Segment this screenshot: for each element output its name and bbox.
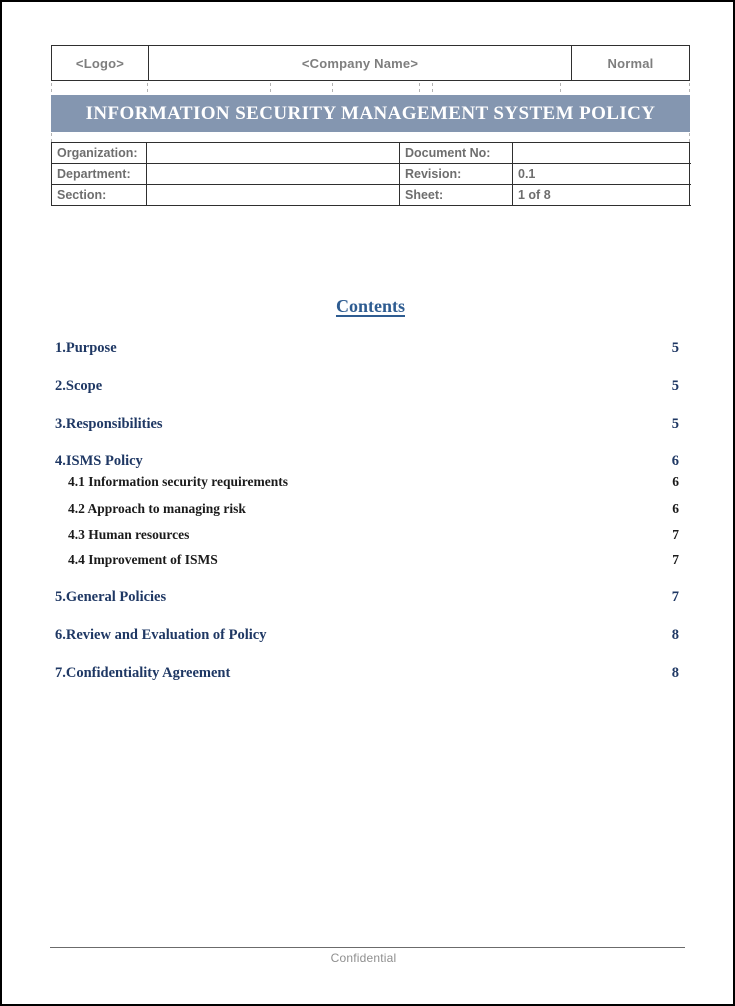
toc-entry-page: 5 bbox=[671, 378, 679, 394]
toc-entry-scope[interactable] bbox=[55, 378, 679, 397]
toc-entry-page: 6 bbox=[672, 474, 679, 489]
gridline-tick bbox=[689, 83, 690, 92]
meta-value-document-no bbox=[513, 143, 691, 164]
footer-confidential-label: Confidential bbox=[330, 951, 397, 965]
gridline-tick bbox=[51, 133, 52, 142]
toc-entry-page: 5 bbox=[671, 416, 679, 432]
gridline-tick bbox=[270, 83, 271, 92]
document-meta-table bbox=[51, 142, 690, 206]
gridline-tick bbox=[147, 83, 148, 92]
toc-entry-label: 4.4 Improvement of ISMS bbox=[68, 552, 218, 567]
toc-entry-label: 7.Confidentiality Agreement bbox=[55, 665, 231, 681]
toc-entry-general-policies[interactable] bbox=[55, 589, 679, 608]
toc-entry-label: 6.Review and Evaluation of Policy bbox=[55, 627, 267, 643]
toc-entry-responsibilities[interactable] bbox=[55, 416, 679, 435]
document-title-banner: INFORMATION SECURITY MANAGEMENT SYSTEM POLICY bbox=[51, 95, 690, 132]
toc-entry-human-resources[interactable] bbox=[55, 527, 679, 545]
meta-label-sheet: Sheet: bbox=[400, 185, 513, 206]
meta-value-revision: 0.1 bbox=[513, 164, 691, 185]
meta-label-document-no: Document No: bbox=[400, 143, 513, 164]
toc-entry-isms-policy[interactable] bbox=[55, 453, 679, 472]
toc-entry-page: 8 bbox=[671, 665, 679, 681]
footer-divider bbox=[50, 947, 685, 948]
toc-entry-page: 7 bbox=[672, 527, 679, 542]
gridline-tick bbox=[51, 83, 52, 92]
toc-entry-label: 3.Responsibilities bbox=[55, 416, 163, 432]
toc-entry-information-security-requirements[interactable] bbox=[55, 474, 679, 492]
toc-entry-label: 2.Scope bbox=[55, 378, 103, 394]
toc-entry-page: 6 bbox=[671, 453, 679, 469]
logo-placeholder: <Logo> bbox=[52, 46, 149, 80]
gridline-tick bbox=[689, 133, 690, 142]
contents-heading: Contents bbox=[335, 296, 405, 316]
document-header-table bbox=[51, 45, 690, 81]
classification-label: Normal bbox=[607, 55, 654, 71]
meta-label-revision: Revision: bbox=[400, 164, 513, 185]
toc-entry-label: 1.Purpose bbox=[55, 340, 117, 356]
toc-entry-label: 4.1 Information security requirements bbox=[68, 474, 288, 489]
meta-label-organization: Organization: bbox=[52, 143, 147, 164]
toc-entry-label: 5.General Policies bbox=[55, 589, 167, 605]
toc-entry-page: 7 bbox=[672, 552, 679, 567]
gridline-tick bbox=[419, 83, 420, 92]
toc-entry-approach-to-managing-risk[interactable] bbox=[55, 501, 679, 519]
meta-value-department bbox=[147, 164, 400, 185]
gridline-tick bbox=[560, 83, 561, 92]
toc-entry-page: 5 bbox=[671, 340, 679, 356]
toc-entry-label: 4.ISMS Policy bbox=[55, 453, 143, 469]
meta-value-section bbox=[147, 185, 400, 206]
meta-label-section: Section: bbox=[52, 185, 147, 206]
meta-value-organization bbox=[147, 143, 400, 164]
toc-entry-label: 4.2 Approach to managing risk bbox=[68, 501, 246, 516]
company-name-placeholder: <Company Name> bbox=[149, 46, 572, 80]
toc-entry-page: 7 bbox=[671, 589, 679, 605]
toc-entry-label: 4.3 Human resources bbox=[68, 527, 190, 542]
toc-entry-review-and-evaluation[interactable] bbox=[55, 627, 679, 646]
meta-value-sheet: 1 of 8 bbox=[513, 185, 691, 206]
table-of-contents bbox=[55, 340, 679, 684]
toc-entry-confidentiality-agreement[interactable] bbox=[55, 665, 679, 684]
toc-entry-improvement-of-isms[interactable] bbox=[55, 552, 679, 570]
meta-label-department: Department: bbox=[52, 164, 147, 185]
toc-entry-page: 6 bbox=[672, 501, 679, 516]
gridline-tick bbox=[332, 83, 333, 92]
toc-entry-page: 8 bbox=[671, 627, 679, 643]
toc-entry-purpose[interactable] bbox=[55, 340, 679, 359]
gridline-tick bbox=[432, 83, 433, 92]
